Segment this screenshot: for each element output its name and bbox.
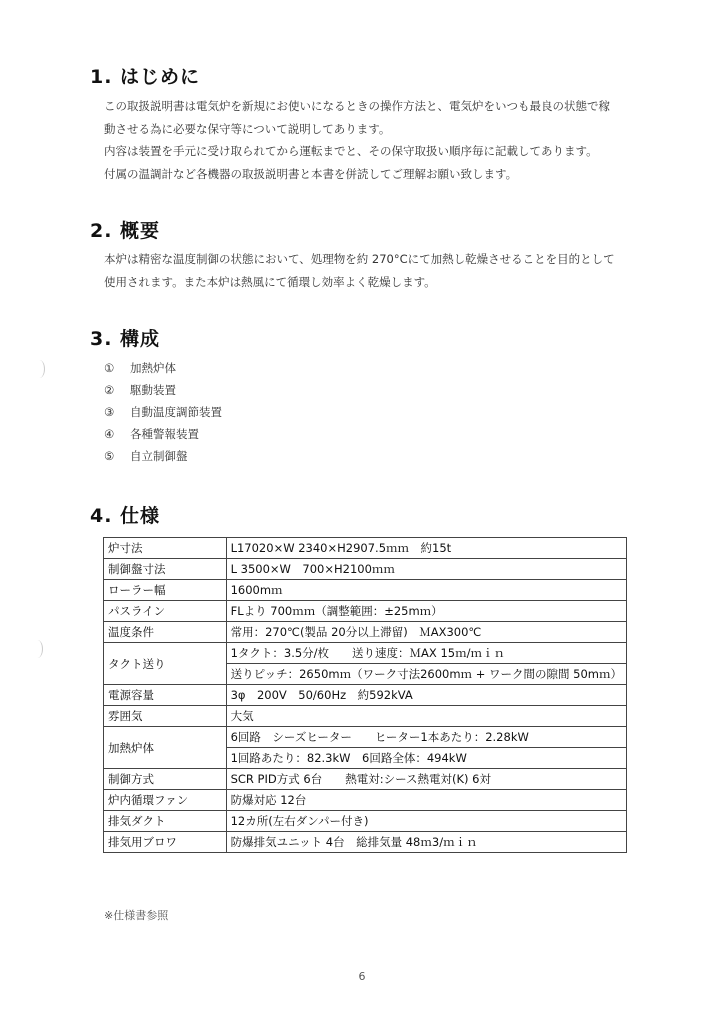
list-item: ③ 自動温度調節装置 bbox=[104, 405, 222, 419]
table-row bbox=[104, 622, 627, 643]
table-row bbox=[104, 601, 627, 622]
page-number: 6 bbox=[358, 970, 366, 983]
table-row bbox=[104, 727, 627, 748]
section-title: はじめに bbox=[120, 66, 201, 88]
section-number: 4. bbox=[90, 505, 113, 527]
section-2-heading bbox=[90, 216, 160, 243]
spec-value: 1600mｍ bbox=[226, 580, 626, 601]
footnote: ※仕様書参照 bbox=[104, 909, 169, 922]
spec-value: 1タクト：3.5分/枚 送り速度：ＭAX 15ｍ/ｍｉｎ bbox=[226, 643, 626, 664]
spec-value: 12カ所(左右ダンパー付き) bbox=[226, 811, 626, 832]
paragraph-line: 動させる為に必要な保守等について説明してあります。 bbox=[104, 121, 391, 136]
spec-value: 3φ 200V 50/60Hz 約592kVA bbox=[226, 685, 626, 706]
table-row bbox=[104, 559, 627, 580]
scan-mark bbox=[32, 640, 43, 658]
spec-label: 制御方式 bbox=[104, 769, 227, 790]
spec-value: 6回路 シーズヒーター ヒーター1本あたり：2.28kW bbox=[226, 727, 626, 748]
table-row bbox=[104, 832, 627, 853]
spec-value: L 3500×W 700×H2100ｍｍ bbox=[226, 559, 626, 580]
section-title: 構成 bbox=[120, 328, 161, 350]
spec-value: L17020×W 2340×H2907.5ｍｍ 約15t bbox=[226, 538, 626, 559]
spec-label: 制御盤寸法 bbox=[104, 559, 227, 580]
scan-mark bbox=[34, 360, 45, 378]
section-number: 3. bbox=[90, 328, 113, 350]
spec-label: 温度条件 bbox=[104, 622, 227, 643]
spec-label: 加熱炉体 bbox=[104, 727, 227, 769]
table-row bbox=[104, 790, 627, 811]
table-row bbox=[104, 685, 627, 706]
list-item: ⑤ 自立制御盤 bbox=[104, 449, 188, 463]
paragraph-line: 付属の温調計など各機器の取扱説明書と本書を併読してご理解お願い致します。 bbox=[104, 166, 518, 181]
spec-label: 炉内循環ファン bbox=[104, 790, 227, 811]
spec-value: FLより 700ｍｍ（調整範囲：±25mｍ） bbox=[226, 601, 626, 622]
section-number: 2. bbox=[90, 220, 113, 242]
spec-value: 常用：270℃(製品 20分以上滞留) ＭAX300℃ bbox=[226, 622, 626, 643]
section-title: 概要 bbox=[120, 220, 161, 242]
paragraph-line: 内容は装置を手元に受け取られてから運転までと、その保守取扱い順序毎に記載してあります。 bbox=[104, 144, 598, 158]
spec-table bbox=[103, 537, 627, 853]
spec-value: 送りピッチ：2650mｍ（ワーク寸法2600mｍ + ワーク間の隙間 50mｍ） bbox=[226, 664, 626, 685]
list-item: ④ 各種警報装置 bbox=[104, 427, 199, 441]
list-item: ② 駆動装置 bbox=[104, 383, 176, 397]
spec-label: タクト送り bbox=[104, 643, 227, 685]
paragraph-line: この取扱説明書は電気炉を新規にお使いになるときの操作方法と、電気炉をいつも最良の状態で稼 bbox=[104, 99, 610, 113]
spec-value: 防爆対応 12台 bbox=[226, 790, 626, 811]
section-1-heading bbox=[90, 62, 200, 89]
list-item: ① 加熱炉体 bbox=[104, 361, 176, 375]
spec-value: 1回路あたり：82.3kW 6回路全体：494kW bbox=[226, 748, 626, 769]
section-title: 仕様 bbox=[120, 505, 161, 527]
section-number: 1. bbox=[90, 66, 113, 88]
table-row bbox=[104, 706, 627, 727]
table-row bbox=[104, 538, 627, 559]
spec-label: ローラー幅 bbox=[104, 580, 227, 601]
table-row bbox=[104, 811, 627, 832]
table-row bbox=[104, 769, 627, 790]
spec-label: 雰囲気 bbox=[104, 706, 227, 727]
spec-value: 防爆排気ユニット 4台 総排気量 48ｍ3/ｍｉｎ bbox=[226, 832, 626, 853]
spec-label: 炉寸法 bbox=[104, 538, 227, 559]
spec-label: 排気用ブロワ bbox=[104, 832, 227, 853]
section-3-heading bbox=[90, 324, 160, 351]
section-2-body bbox=[104, 248, 684, 293]
table-row bbox=[104, 580, 627, 601]
spec-label: 排気ダクト bbox=[104, 811, 227, 832]
section-1-body bbox=[104, 95, 684, 185]
spec-value: SCR PID方式 6台 熱電対:シース熱電対(K) 6対 bbox=[226, 769, 626, 790]
paragraph-line: 使用されます。また本炉は熱風にて循環し効率よく乾燥します。 bbox=[104, 274, 436, 289]
spec-label: 電源容量 bbox=[104, 685, 227, 706]
table-row bbox=[104, 643, 627, 664]
paragraph-line: 本炉は精密な温度制御の状態において、処理物を約 270°Cにて加熱し乾燥させることを目的として bbox=[104, 252, 615, 266]
spec-label: パスライン bbox=[104, 601, 227, 622]
section-4-heading bbox=[90, 501, 160, 528]
spec-value: 大気 bbox=[226, 706, 626, 727]
component-list bbox=[104, 357, 222, 467]
